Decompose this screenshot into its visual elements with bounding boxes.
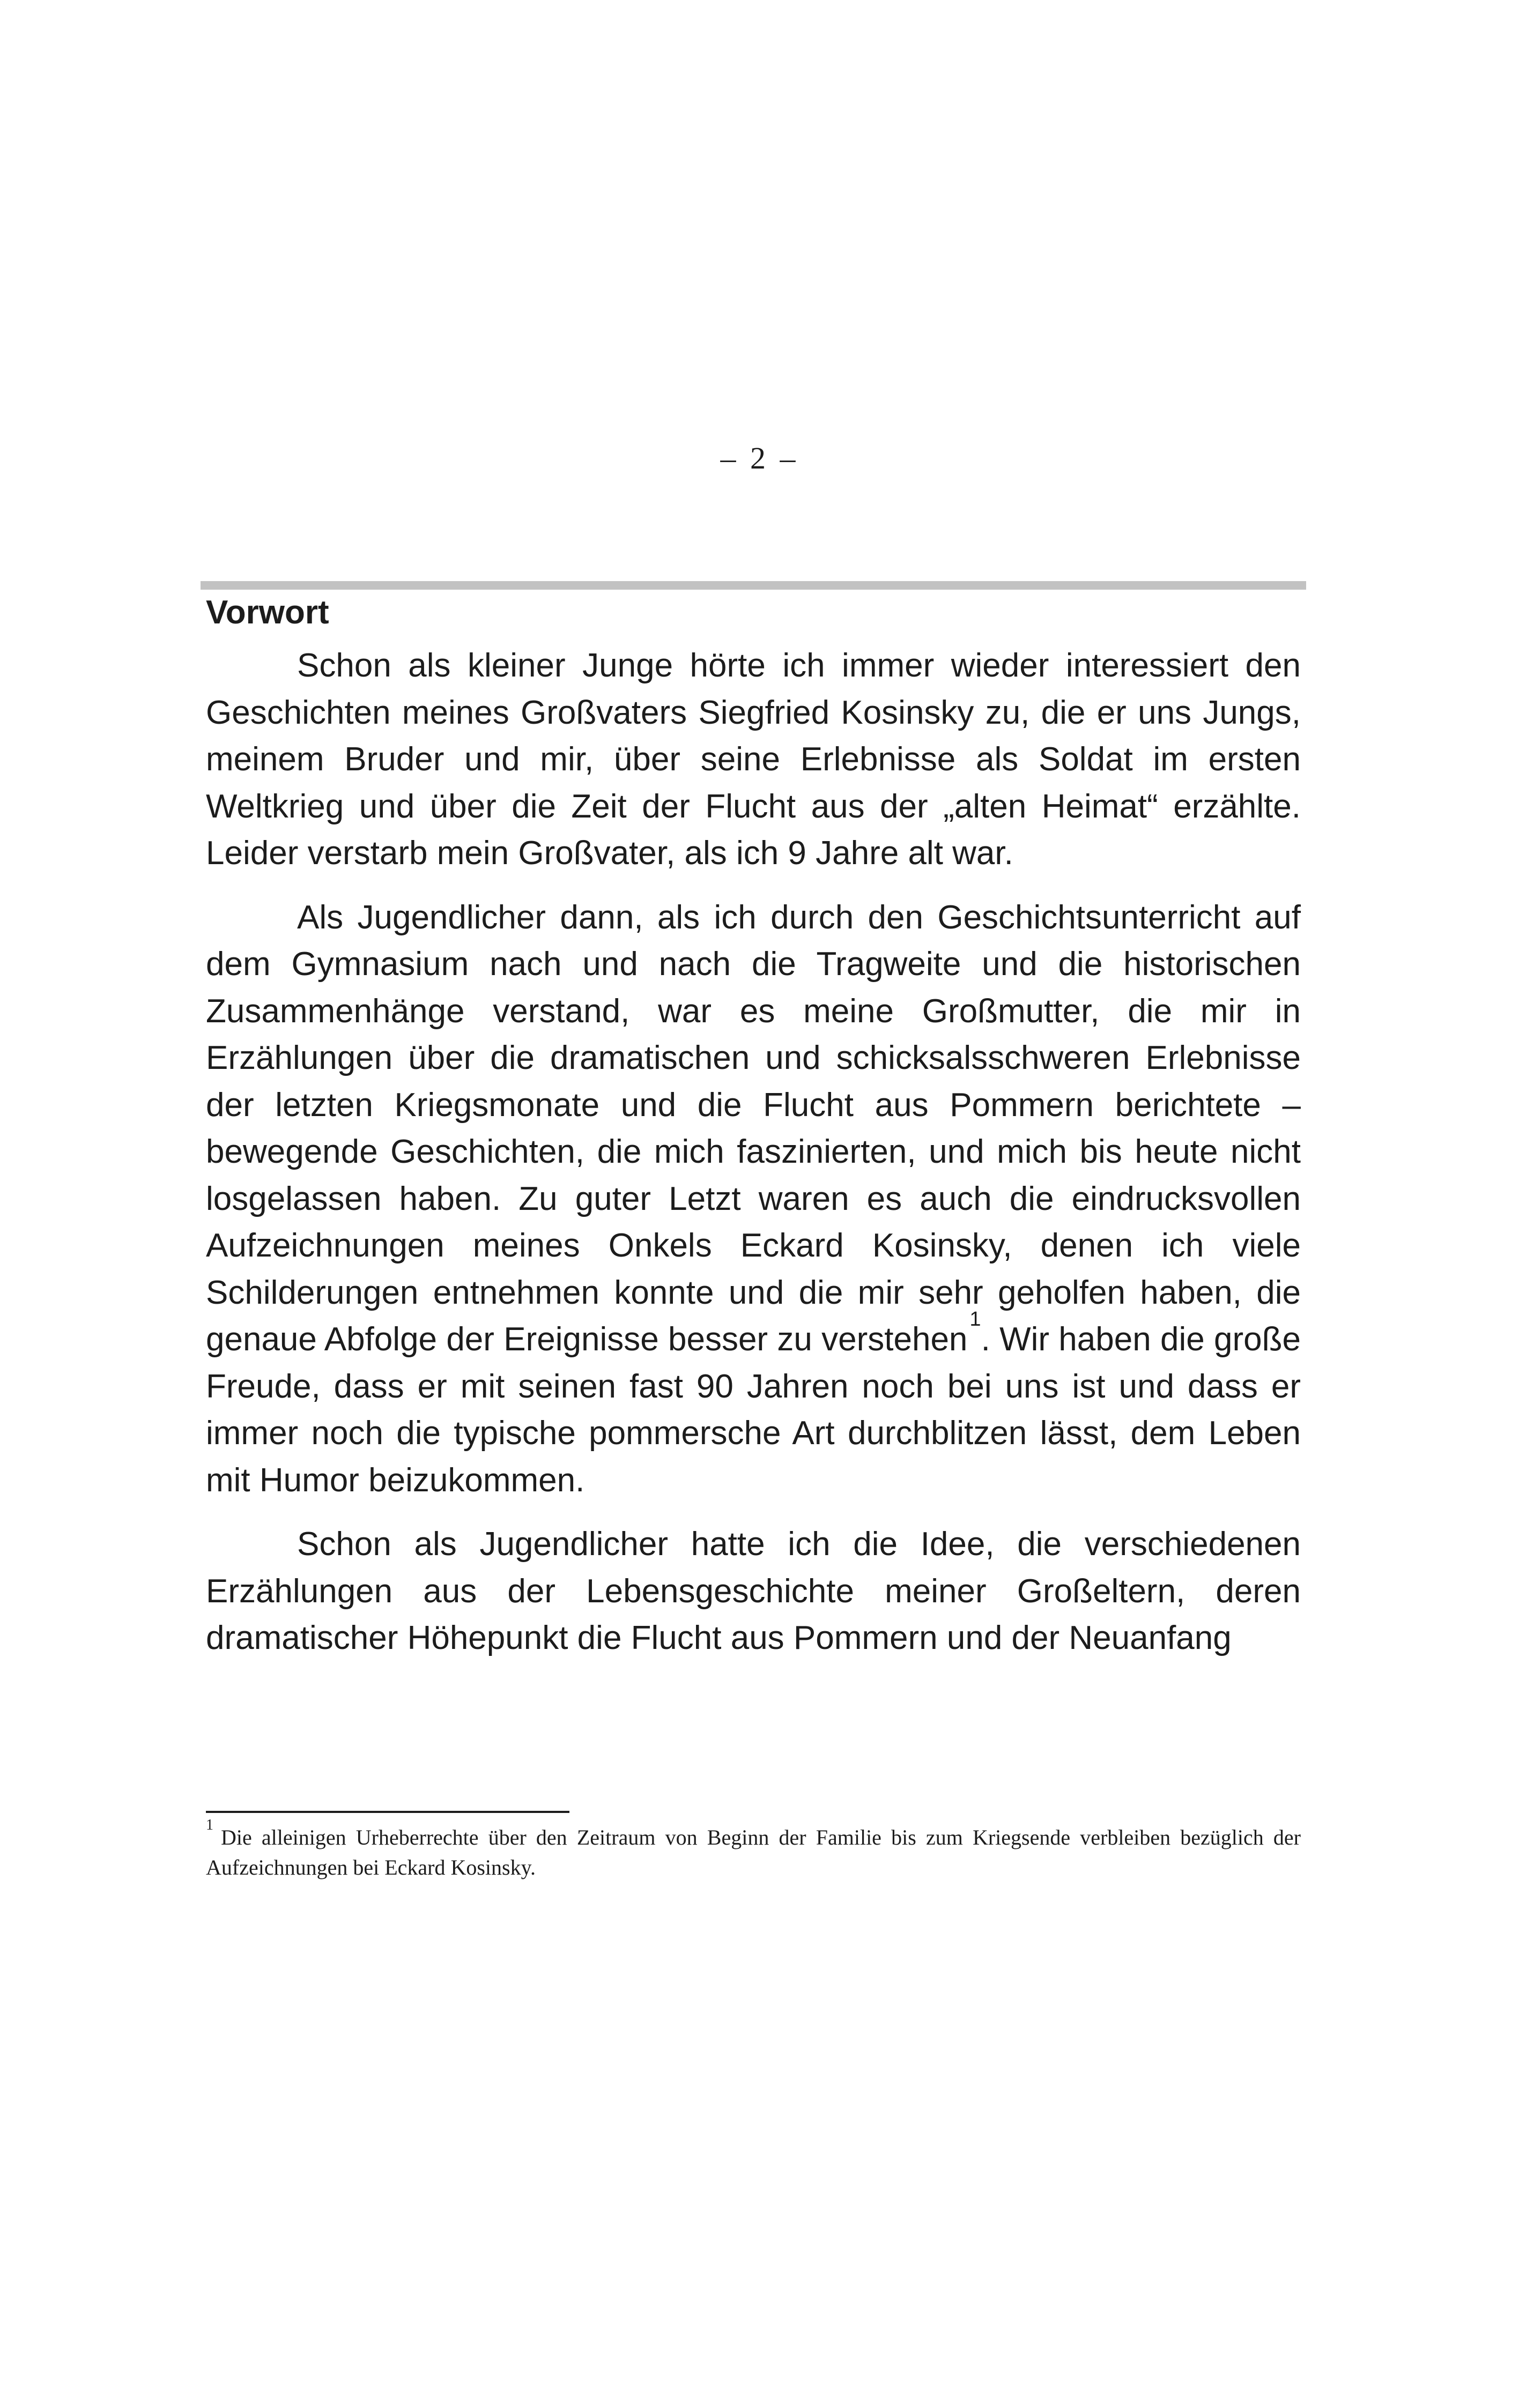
footnote-number: 1: [206, 1816, 213, 1833]
paragraph-3: Schon als Jugendlicher hatte ich die Idee, die verschiedenen Erzählungen aus der Lebensgeschichte meiner Großeltern, deren dramatischer Höhepunkt die Flucht aus Pommern und der Neuanfang: [206, 1526, 1301, 1656]
footnote-rule: [206, 1811, 569, 1813]
paragraph-2: [206, 894, 1301, 1504]
paragraph-2-text-before-note: Als Jugendlicher dann, als ich durch den Geschichtsunterricht auf dem Gymnasium nach und nach die Tragweite und die historischen Zusammenhänge verstand, war es meine Großmutter, die mir in Erzählungen über die dramatischen und schicksalsschweren Erlebnisse der letzten Kriegsmonate und die Flucht aus Pommern berichtete – bewegende Geschichten, die mich faszinierten, und mich bis heute nicht losgelassen haben. Zu guter Letzt waren es auch die eindrucksvollen Aufzeichnungen meines Onkels Eckard Kosinsky, denen ich viele Schilderungen entnehmen konnte und die mir sehr geholfen haben, die genaue Abfolge der Ereignisse besser zu verstehen: [206, 898, 1301, 1358]
page-number: – 2 –: [720, 441, 799, 475]
footnote: [206, 1816, 1301, 1883]
footnote-reference: 1: [969, 1308, 981, 1331]
main-text: [206, 590, 1301, 1662]
header-rule: [201, 581, 1306, 590]
paragraph-1: Schon als kleiner Junge hörte ich immer wieder interessiert den Geschichten meines Großvaters Siegfried Kosinsky zu, die er uns Jungs, meinem Bruder und mir, über seine Erlebnisse als Soldat im ersten Weltkrieg und über die Zeit der Flucht aus der „alten Heimat“ erzählte. Leider verstarb mein Großvater, als ich 9 Jahre alt war.: [206, 647, 1301, 872]
section-title: Vorwort: [206, 594, 329, 631]
footnote-text: Die alleinigen Urheberrechte über den Zeitraum von Beginn der Familie bis zum Kriegsende verbleiben bezüglich der Aufzeichnungen bei Eckard Kosinsky.: [206, 1825, 1301, 1879]
paragraph-2-text-after-note: . Wir haben die große Freude, dass er mit seinen fast 90 Jahren noch bei uns ist und dass er immer noch die typische pommersche Art durchblitzen lässt, dem Leben mit Humor beizukommen.: [206, 1321, 1301, 1499]
